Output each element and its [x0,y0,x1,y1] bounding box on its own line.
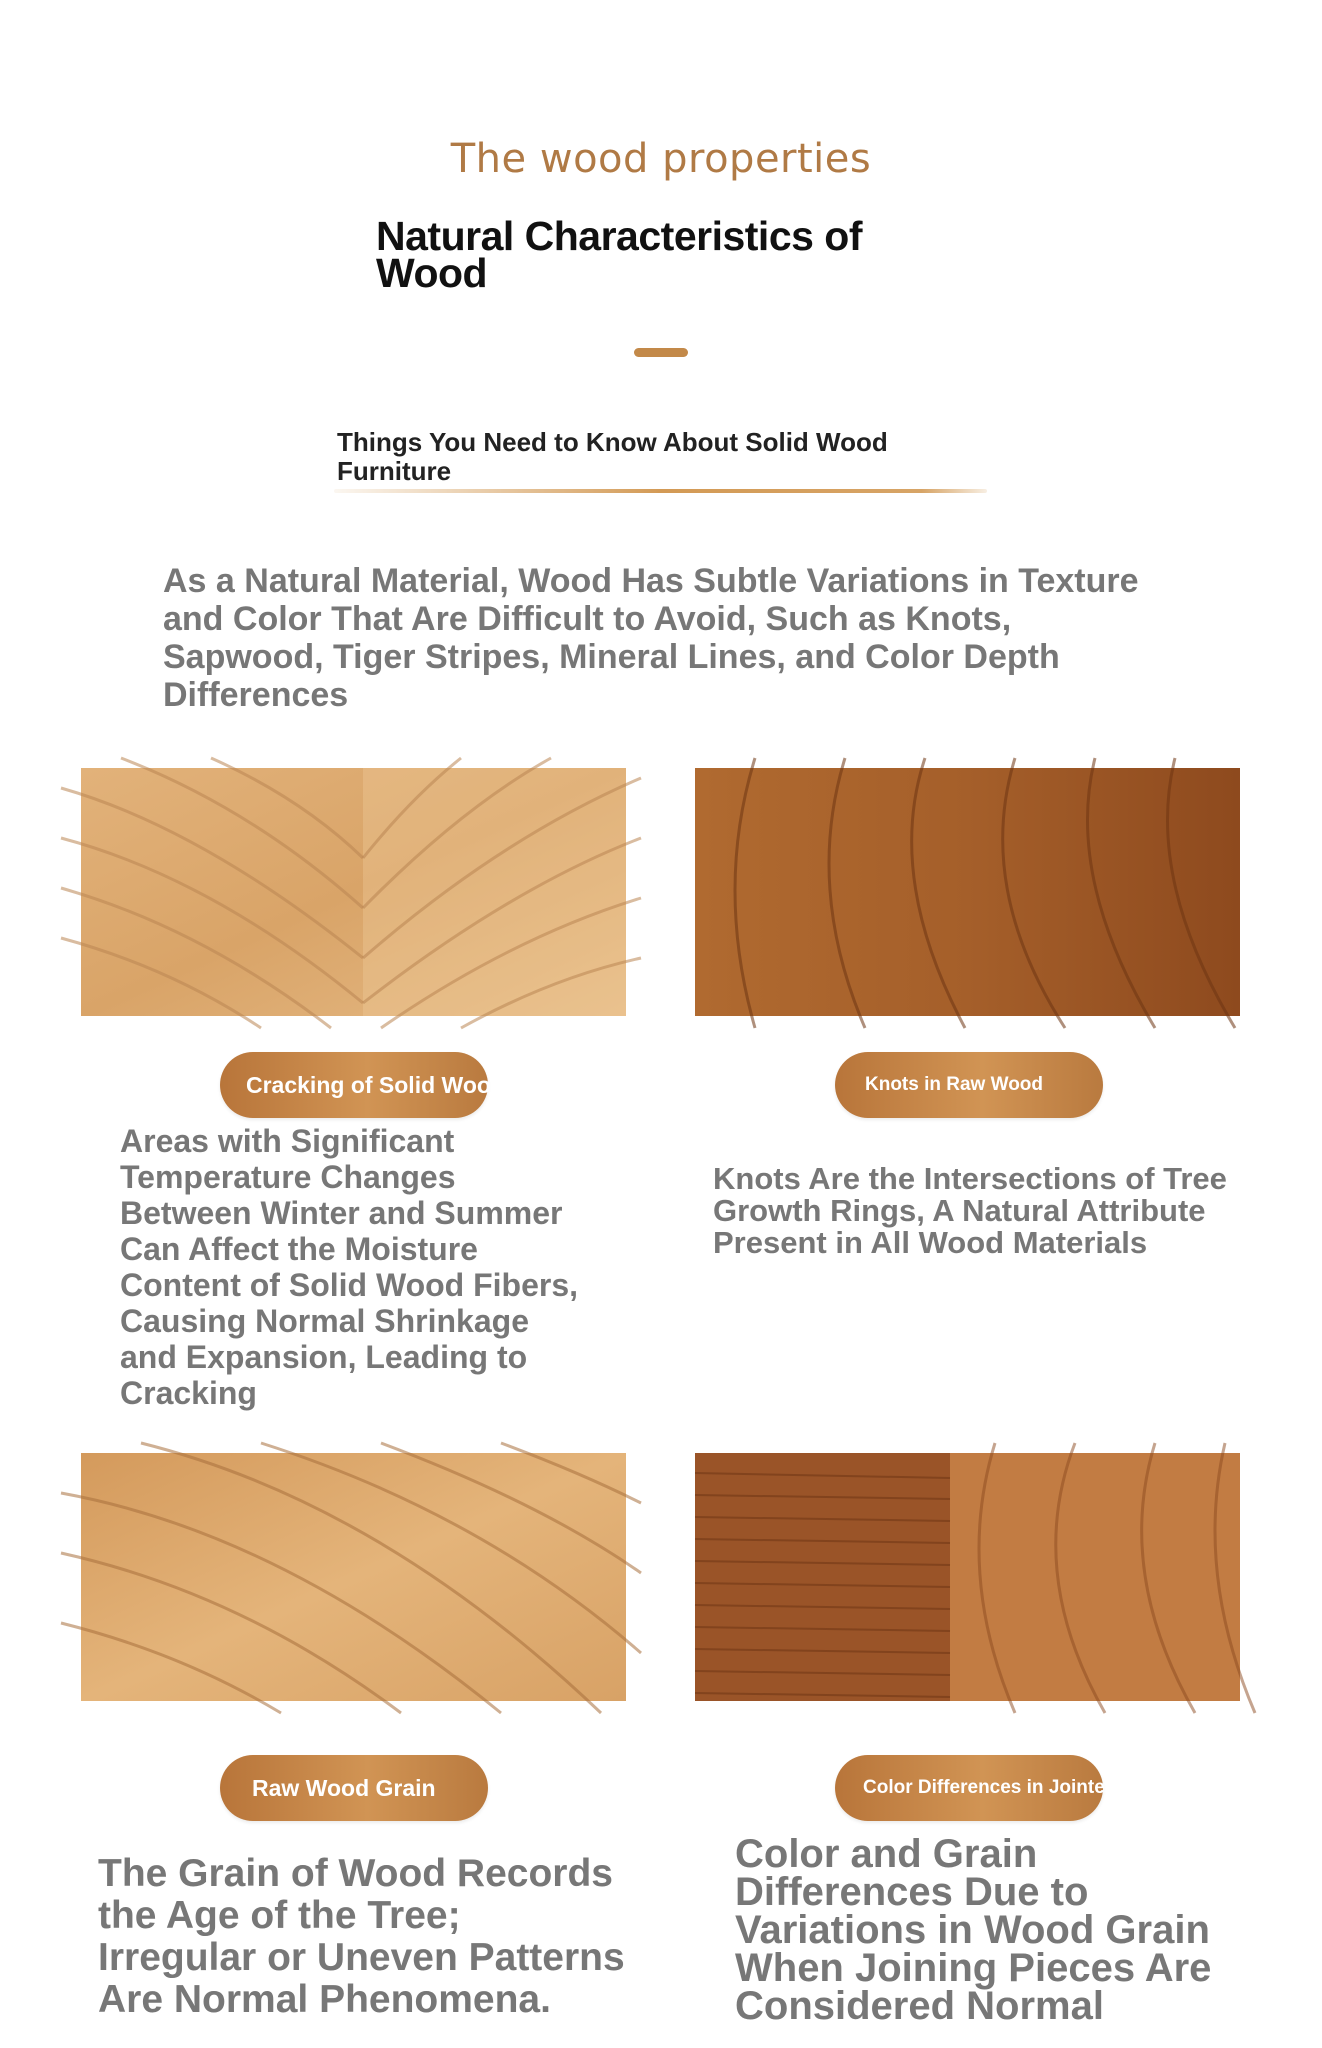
cracking-label: Cracking of Solid Wood [246,1071,505,1098]
grain-description: The Grain of Wood Records the Age of the Tree; Irregular or Uneven Patterns Are Normal Phenomena. [98,1852,625,2021]
raw-grain-image [81,1453,626,1701]
title-accent-bar [634,348,688,357]
color-difference-label-pill [835,1755,1175,1821]
cracking-description: Areas with Significant Temperature Changes Between Winter and Summer Can Affect the Moisture Content of Solid Wood Fibers, Causing Normal Shrinkage and Expansion, Leading to Cracking [120,1123,579,1411]
knots-description: Knots Are the Intersections of Tree Growth Rings, A Natural Attribute Present in All Wood Materials [713,1161,1227,1260]
jointed-wood-image [695,1453,1240,1701]
grain-label: Raw Wood Grain [252,1774,436,1801]
knots-wood-image [695,768,1240,1016]
subheading: Things You Need to Know About Solid Wood Furniture [337,427,888,486]
color-difference-description: Color and Grain Differences Due to Variations in Wood Grain When Joining Pieces Are Considered Normal [735,1832,1212,2028]
knots-label: Knots in Raw Wood [865,1074,1044,1095]
cracking-label-pill [220,1052,505,1118]
knots-label-pill [835,1052,1103,1118]
page-title: Natural Characteristics of Wood [376,213,863,296]
section-eyebrow: The wood properties [450,136,872,182]
cracking-wood-image [81,768,626,1016]
subheading-underline [334,489,987,493]
color-difference-label: Color Differences in Jointed Wood [863,1777,1175,1798]
intro-paragraph: As a Natural Material, Wood Has Subtle Variations in Texture and Color That Are Difficult to Avoid, Such as Knots, Sapwood, Tiger Stripes, Mineral Lines, and Color Depth Differences [163,562,1139,714]
grain-label-pill [220,1755,488,1821]
